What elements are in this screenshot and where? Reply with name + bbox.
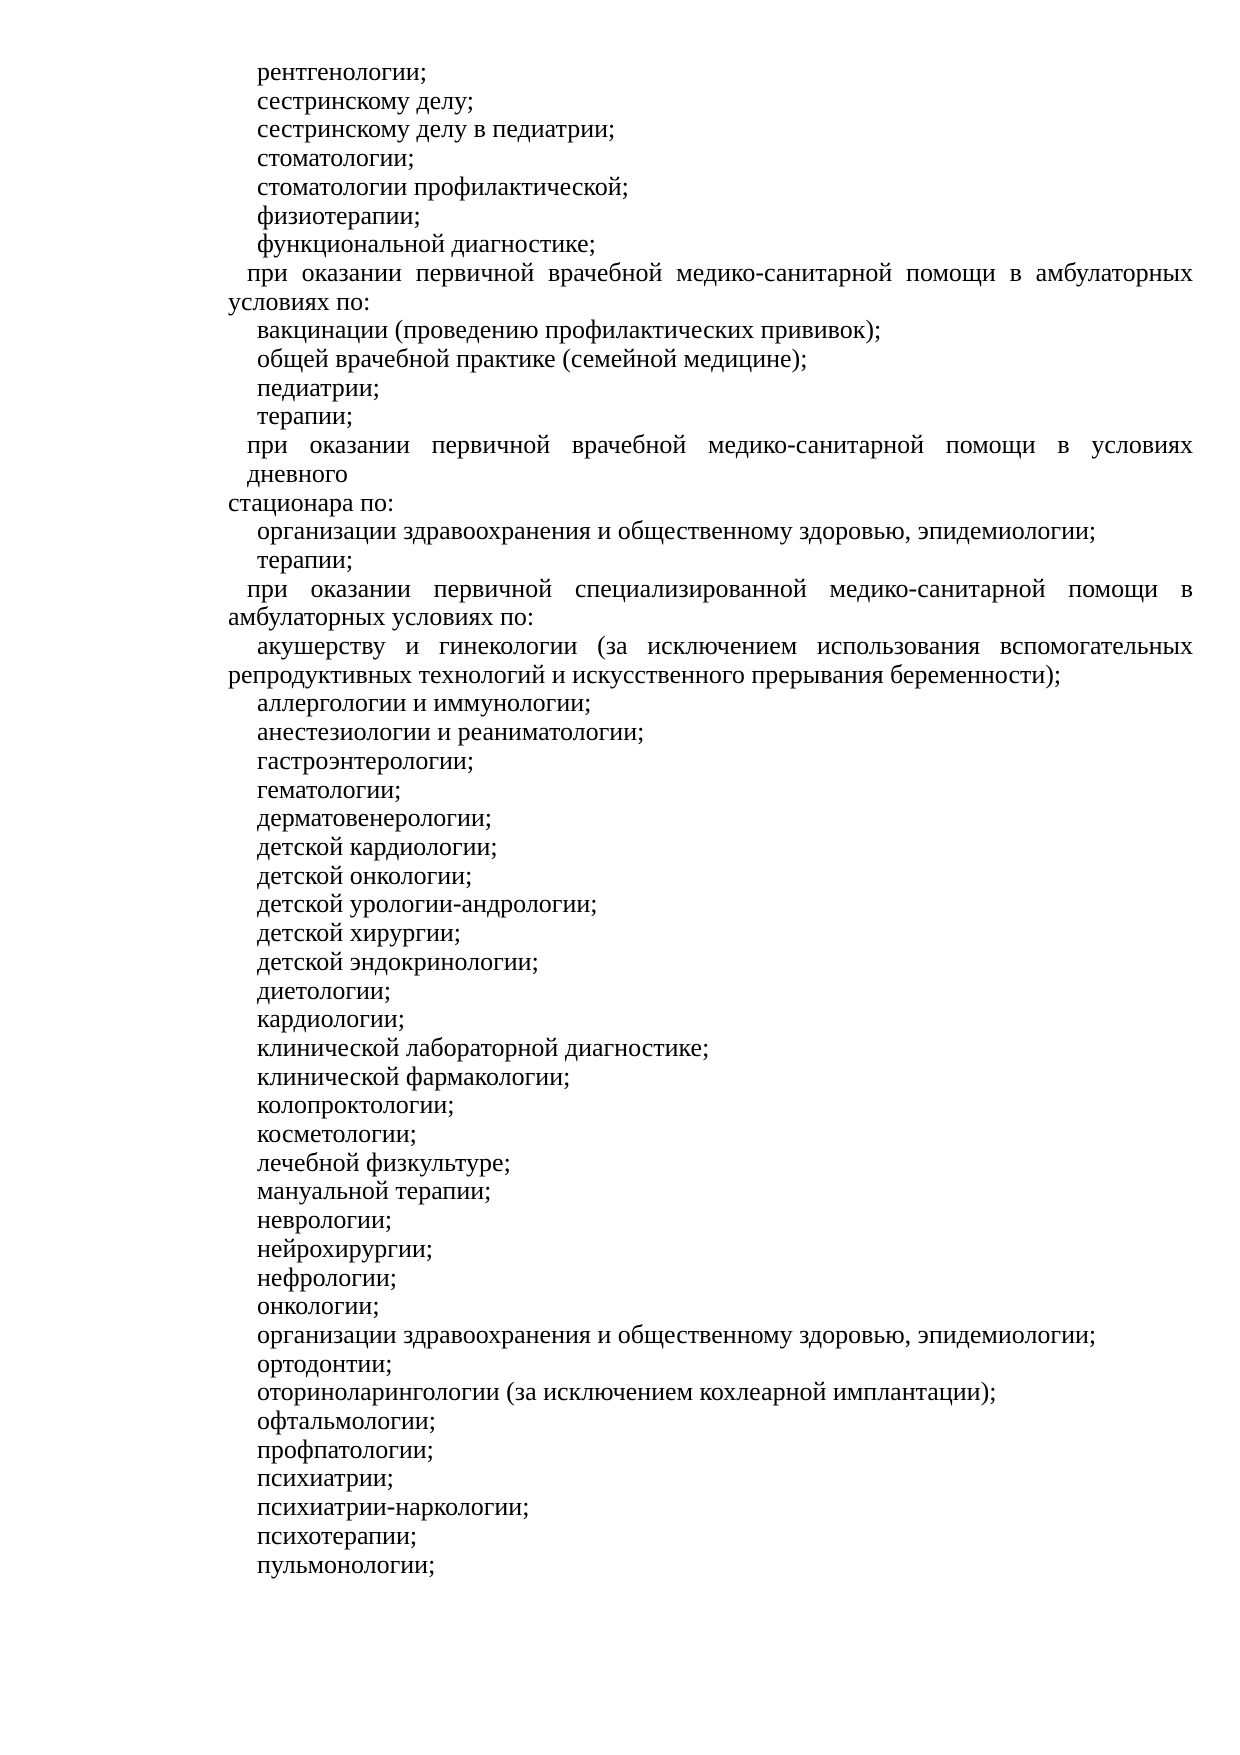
doc-line: аллергологии и иммунологии; bbox=[257, 688, 592, 718]
doc-line: стационара по: bbox=[228, 487, 395, 517]
doc-line: неврологии; bbox=[257, 1205, 393, 1235]
doc-line: сестринскому делу в педиатрии; bbox=[257, 114, 616, 144]
doc-line: условиях по: bbox=[228, 286, 371, 316]
doc-line: пульмонологии; bbox=[257, 1549, 436, 1579]
doc-line: онкологии; bbox=[257, 1291, 380, 1321]
doc-line: гастроэнтерологии; bbox=[257, 745, 475, 775]
doc-line: психиатрии; bbox=[257, 1463, 394, 1493]
doc-line: стоматологии; bbox=[257, 143, 415, 173]
doc-line: нефрологии; bbox=[257, 1262, 397, 1292]
doc-line: при оказании первичной специализированной медико-санитарной помощи в bbox=[247, 573, 1193, 603]
doc-line: детской урологии-андрологии; bbox=[257, 889, 598, 919]
doc-line: анестезиологии и реаниматологии; bbox=[257, 717, 645, 747]
doc-line: клинической лабораторной диагностике; bbox=[257, 1032, 710, 1062]
doc-line: акушерству и гинекологии (за исключением использования вспомогательных bbox=[257, 631, 1193, 661]
doc-line: репродуктивных технологий и искусственного прерывания беременности); bbox=[228, 659, 1062, 689]
doc-line: организации здравоохранения и общественному здоровью, эпидемиологии; bbox=[257, 1319, 1097, 1349]
doc-line: детской хирургии; bbox=[257, 918, 462, 948]
doc-line: диетологии; bbox=[257, 975, 392, 1005]
doc-line: колопроктологии; bbox=[257, 1090, 455, 1120]
doc-line: дерматовенерологии; bbox=[257, 803, 493, 833]
doc-line: гематологии; bbox=[257, 774, 402, 804]
doc-line: организации здравоохранения и общественному здоровью, эпидемиологии; bbox=[257, 516, 1097, 546]
doc-line: кардиологии; bbox=[257, 1004, 405, 1034]
doc-line: психиатрии-наркологии; bbox=[257, 1492, 530, 1522]
doc-line: функциональной диагностике; bbox=[257, 229, 596, 259]
doc-line: нейрохирургии; bbox=[257, 1233, 434, 1263]
doc-line: ортодонтии; bbox=[257, 1348, 393, 1378]
doc-line: физиотерапии; bbox=[257, 200, 421, 230]
doc-line: педиатрии; bbox=[257, 372, 380, 402]
doc-line: стоматологии профилактической; bbox=[257, 171, 629, 201]
doc-line: мануальной терапии; bbox=[257, 1176, 492, 1206]
doc-line: вакцинации (проведению профилактических прививок); bbox=[257, 315, 882, 345]
doc-line: при оказании первичной врачебной медико-санитарной помощи в амбулаторных bbox=[247, 257, 1193, 287]
doc-line: сестринскому делу; bbox=[257, 85, 475, 115]
doc-line: рентгенологии; bbox=[257, 57, 427, 86]
doc-line: общей врачебной практике (семейной медицине); bbox=[257, 344, 808, 374]
doc-line: лечебной физкультуре; bbox=[257, 1147, 511, 1177]
doc-line: детской онкологии; bbox=[257, 860, 473, 890]
license-specialties-text-block bbox=[228, 58, 1193, 1579]
doc-line: офтальмологии; bbox=[257, 1406, 436, 1436]
doc-line: при оказании первичной врачебной медико-санитарной помощи в условиях дневного bbox=[247, 430, 1193, 488]
doc-line: профпатологии; bbox=[257, 1434, 434, 1464]
doc-line: клинической фармакологии; bbox=[257, 1061, 571, 1091]
doc-line: амбулаторных условиях по: bbox=[228, 602, 535, 632]
doc-line: оториноларингологии (за исключением кохлеарной имплантации); bbox=[257, 1377, 997, 1407]
doc-line: детской эндокринологии; bbox=[257, 946, 539, 976]
doc-line: косметологии; bbox=[257, 1119, 417, 1149]
doc-line: психотерапии; bbox=[257, 1520, 418, 1550]
doc-line: детской кардиологии; bbox=[257, 831, 498, 861]
doc-line: терапии; bbox=[257, 401, 354, 431]
doc-line: терапии; bbox=[257, 544, 354, 574]
